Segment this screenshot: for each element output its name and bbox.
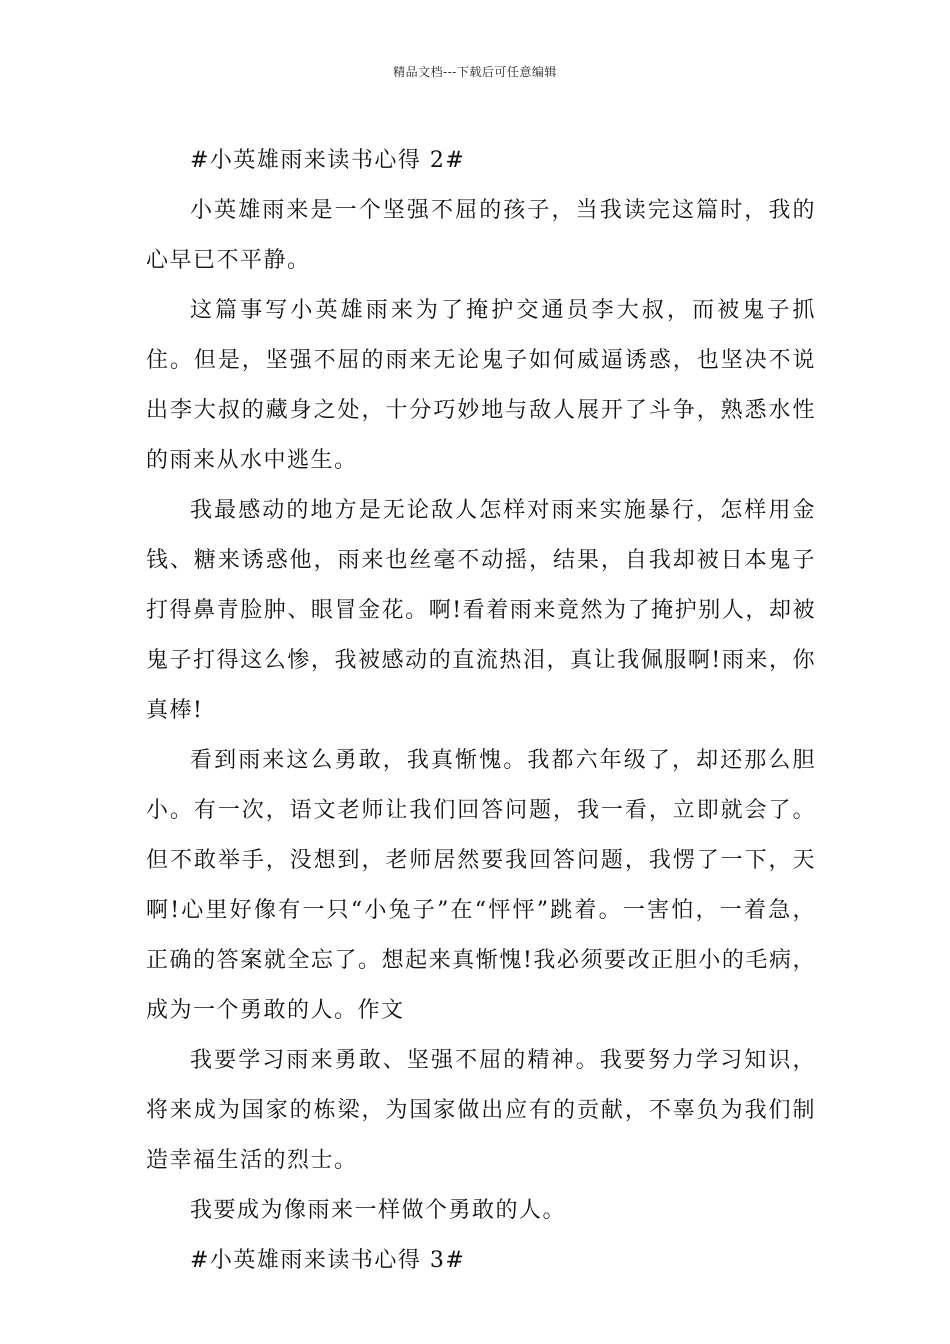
- section-heading: #小英雄雨来读书心得 2#: [190, 148, 466, 173]
- paragraph: 小英雄雨来是一个坚强不屈的孩子，当我读完这篇时，我的心早已不平静。: [146, 198, 816, 273]
- paragraph: 我最感动的地方是无论敌人怎样对雨来实施暴行，怎样用金钱、糖来诱惑他，雨来也丝毫不动摇，结果，自我却被日本鬼子打得鼻青脸肿、眼冒金花。啊!看着雨来竟然为了掩护别人，却被鬼子打得这么惨，我被感动的直流热泪，真让我佩服啊!雨来，你真棒!: [146, 498, 816, 723]
- page-header: 精品文档---下载后可任意编辑: [393, 65, 557, 79]
- paragraph: 看到雨来这么勇敢，我真惭愧。我都六年级了，却还那么胆小。有一次，语文老师让我们回答问题，我一看，立即就会了。但不敢举手，没想到，老师居然要我回答问题，我愣了一下，天啊!心里好像有一只“小兔子”在“怦怦”跳着。一害怕，一着急，正确的答案就全忘了。想起来真惭愧!我必须要改正胆小的毛病，成为一个勇敢的人。作文: [146, 748, 816, 1023]
- paragraph: 我要学习雨来勇敢、坚强不屈的精神。我要努力学习知识，将来成为国家的栋梁，为国家做出应有的贡献，不辜负为我们制造幸福生活的烈士。: [146, 1048, 816, 1173]
- paragraph: 这篇事写小英雄雨来为了掩护交通员李大叔，而被鬼子抓住。但是，坚强不屈的雨来无论鬼子如何威逼诱惑，也坚决不说出李大叔的藏身之处，十分巧妙地与敌人展开了斗争，熟悉水性的雨来从水中逃生。: [146, 298, 816, 473]
- paragraph: 我要成为像雨来一样做个勇敢的人。: [190, 1198, 567, 1223]
- section-heading: #小英雄雨来读书心得 3#: [190, 1248, 466, 1273]
- document-body: [146, 136, 816, 1286]
